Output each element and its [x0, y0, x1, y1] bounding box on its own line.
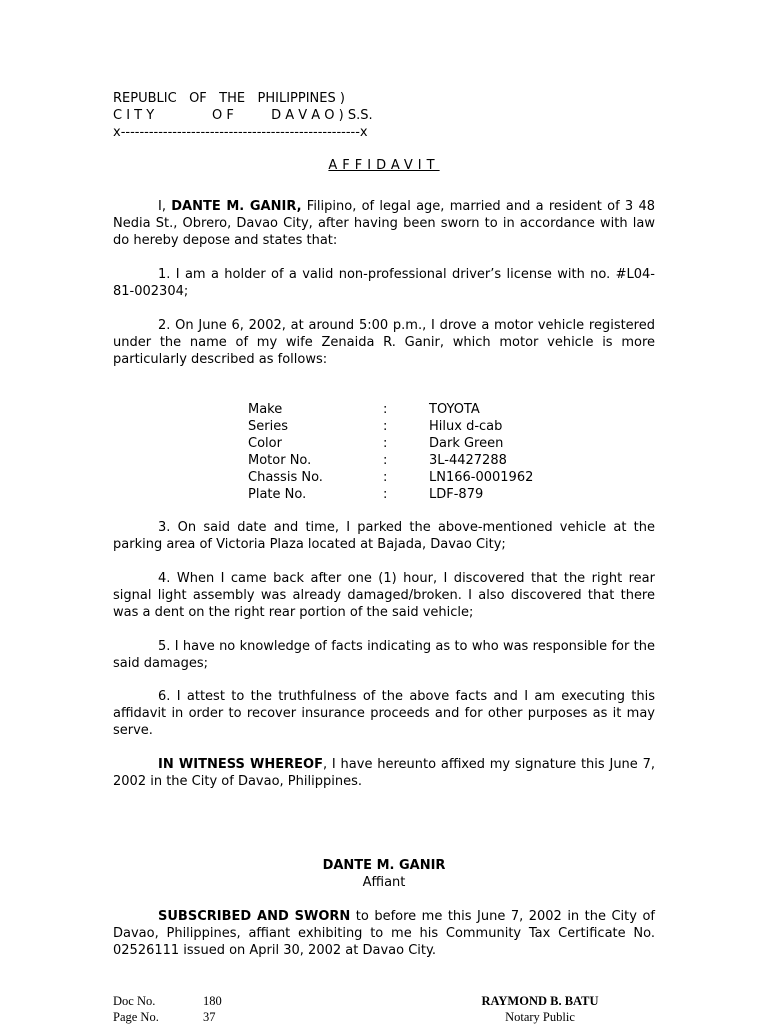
- affiant-role: Affiant: [362, 875, 406, 890]
- subscribed-text: to before me this June 7, 2002 in the City of Davao, Philippines, affiant exhibiting to me his Community Tax Certificate No. 02526111 issued on April 30, 2002 at Davao City.: [113, 909, 655, 958]
- spec-label: Plate No.: [248, 487, 307, 502]
- spec-separator: :: [383, 470, 388, 485]
- doc-no-label: Doc No.: [113, 994, 156, 1008]
- page-no-value: 37: [203, 1010, 216, 1024]
- spec-label: Chassis No.: [248, 470, 323, 485]
- spec-row: [248, 486, 568, 503]
- paragraph-6-text: 6. I attest to the truthfulness of the above facts and I am executing this affidavit in order to recover insurance proceeds and for other purposes as it may serve.: [113, 689, 655, 738]
- spec-value: 3L-4427288: [429, 453, 507, 468]
- affiant-name-text: DANTE M. GANIR: [322, 858, 446, 873]
- spec-value: LDF-879: [429, 487, 484, 502]
- paragraph-5: [113, 638, 655, 672]
- witness-paragraph: [113, 756, 655, 790]
- paragraph-3-text: 3. On said date and time, I parked the above-mentioned vehicle at the parking area of Victoria Plaza located at Bajada, Davao City;: [113, 520, 655, 552]
- header-republic: REPUBLIC OF THE PHILIPPINES ): [113, 91, 345, 106]
- intro-paragraph: [113, 198, 655, 249]
- paragraph-4-text: 4. When I came back after one (1) hour, I discovered that the right rear signal light assembly was already damaged/broken. I also discovered that there was a dent on the right rear portion of the said vehicle;: [113, 571, 655, 620]
- witness-text: , I have hereunto affixed my signature this June 7, 2002 in the City of Davao, Philippines.: [113, 757, 656, 789]
- paragraph-5-text: 5. I have no knowledge of facts indicating as to who was responsible for the said damages;: [113, 639, 655, 671]
- affiant-name-inline: DANTE M. GANIR,: [171, 199, 302, 214]
- paragraph-1: [113, 266, 655, 300]
- spec-value: TOYOTA: [429, 402, 480, 417]
- subscribed-heading: SUBSCRIBED AND SWORN: [158, 909, 351, 924]
- paragraph-2-text: 2. On June 6, 2002, at around 5:00 p.m., I drove a motor vehicle registered under the name of my wife Zenaida R. Ganir, which motor vehicle is more particularly described as follows:: [113, 318, 655, 367]
- spec-separator: :: [383, 419, 388, 434]
- spec-label: Make: [248, 402, 283, 417]
- spec-value: Dark Green: [429, 436, 504, 451]
- affiant-name: [0, 857, 768, 874]
- notary-block: [440, 993, 640, 1025]
- notary-name-text: RAYMOND B. BATU: [481, 994, 599, 1008]
- notary-name: [440, 993, 640, 1009]
- paragraph-1-text: 1. I am a holder of a valid non-professional driver’s license with no. #L04-81-002304;: [113, 267, 655, 299]
- affiant-signature-block: [0, 857, 768, 891]
- notary-title: Notary Public: [505, 1010, 575, 1024]
- document-title: AFFIDAVIT: [328, 158, 440, 173]
- doc-no-row: [113, 993, 313, 1009]
- paragraph-2: [113, 317, 655, 368]
- paragraph-4: [113, 570, 655, 621]
- header-city: C I T Y O F D A V A O ) S.S.: [113, 108, 373, 123]
- doc-no-value: 180: [203, 994, 222, 1008]
- spec-separator: :: [383, 402, 388, 417]
- spec-row: [248, 452, 568, 469]
- page-no-label: Page No.: [113, 1010, 159, 1024]
- spec-separator: :: [383, 436, 388, 451]
- paragraph-3: [113, 519, 655, 553]
- spec-label: Motor No.: [248, 453, 312, 468]
- witness-heading: IN WITNESS WHEREOF: [158, 757, 323, 772]
- intro-text: Filipino, of legal age, married and a resident of 3 48 Nedia St., Obrero, Davao City, after having been sworn to in accordance with law do hereby depose and states that:: [113, 199, 655, 248]
- spec-row: [248, 435, 568, 452]
- spec-separator: :: [383, 453, 388, 468]
- spec-row: [248, 401, 568, 418]
- spec-value: Hilux d-cab: [429, 419, 503, 434]
- spec-label: Series: [248, 419, 288, 434]
- spec-row: [248, 418, 568, 435]
- spec-row: [248, 469, 568, 486]
- spec-label: Color: [248, 436, 282, 451]
- vehicle-specs: [248, 401, 568, 503]
- header-divider: x---------------------------------------------------x: [113, 125, 368, 140]
- page-no-row: [113, 1009, 313, 1025]
- subscribed-paragraph: [113, 908, 655, 959]
- spec-value: LN166-0001962: [429, 470, 534, 485]
- doc-info: [113, 993, 313, 1025]
- paragraph-6: [113, 688, 655, 739]
- intro-prefix: I,: [158, 199, 172, 214]
- spec-separator: :: [383, 487, 388, 502]
